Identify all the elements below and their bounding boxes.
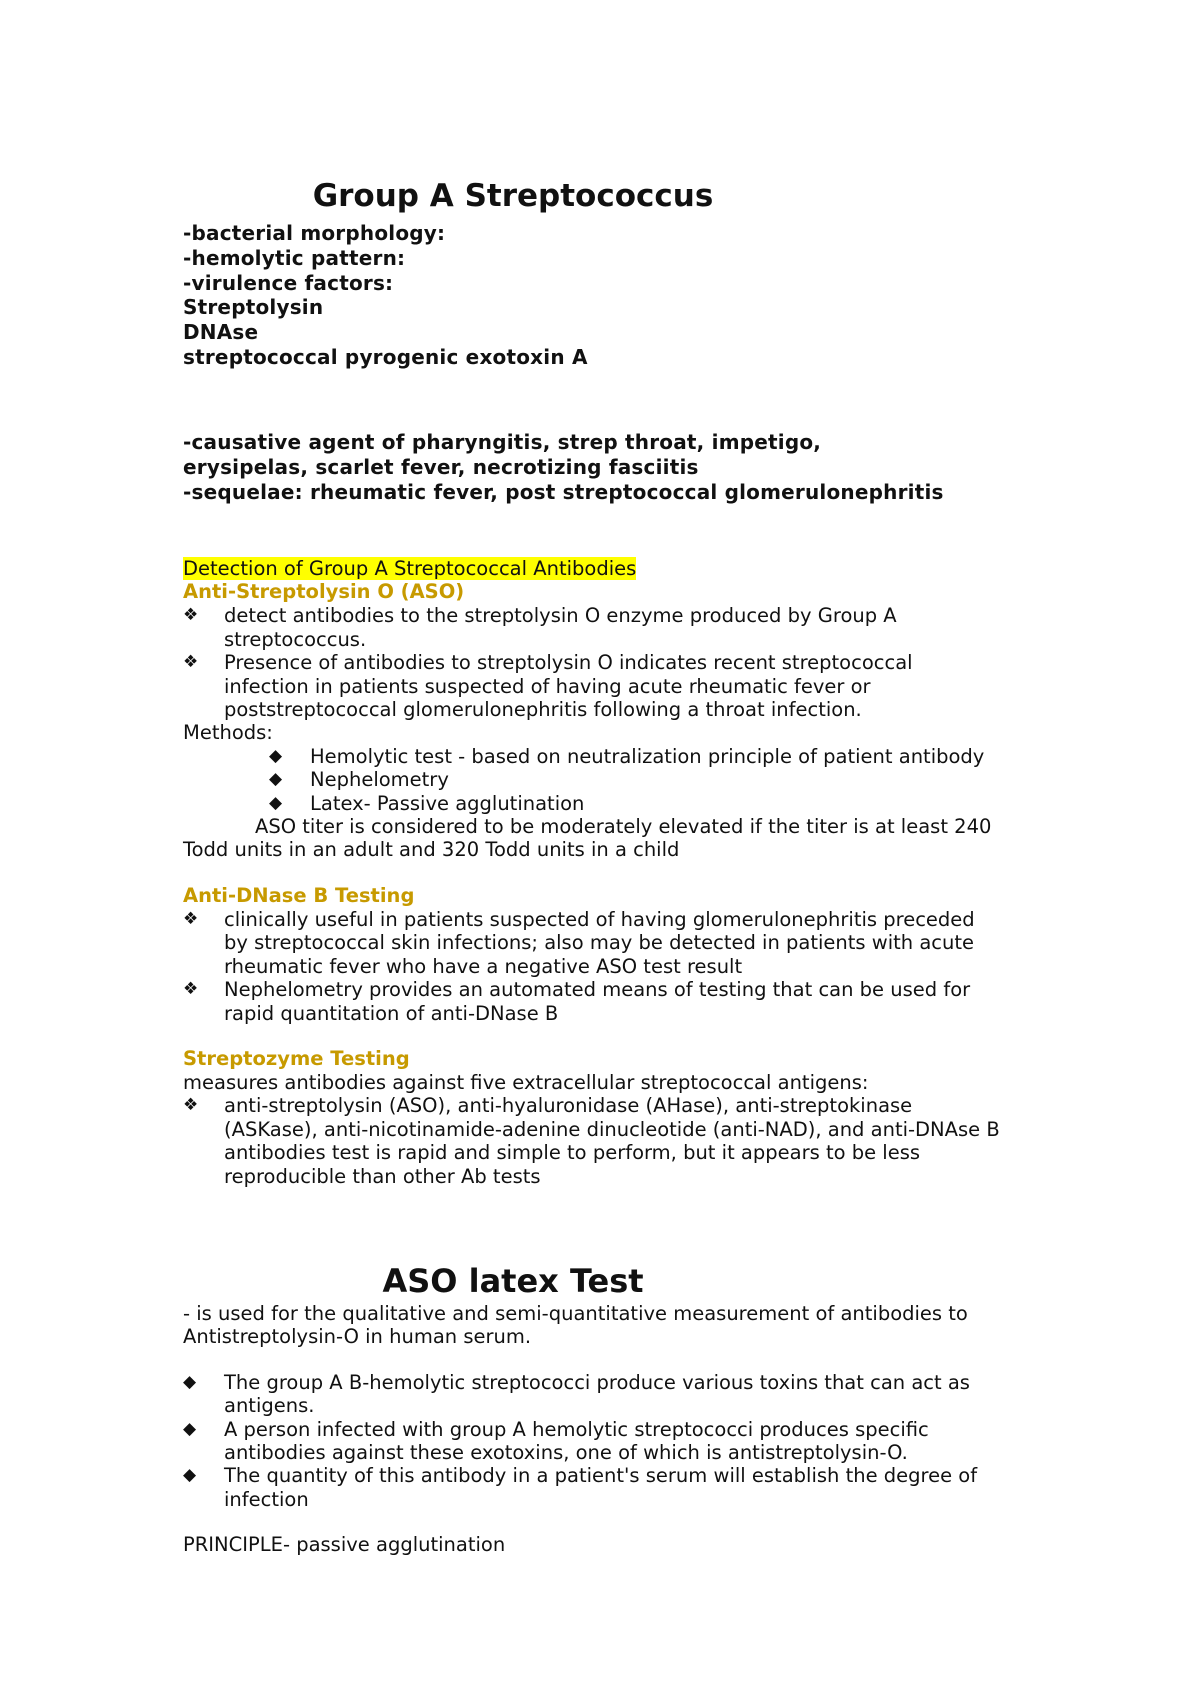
intro-line: -bacterial morphology: [183,221,446,245]
list-item: ❖ Presence of antibodies to streptolysin O indicates recent streptococcal infection in patients suspected of having acute rheumatic fever or poststreptococcal glomerulonephritis following a throat infection. [183,651,913,722]
solid-diamond-icon: ◆ [183,1418,197,1439]
principle-line: PRINCIPLE- passive agglutination [183,1533,506,1557]
list-item: ❖ detect antibodies to the streptolysin O enzyme produced by Group A streptococcus. [183,604,897,651]
streptozyme-heading: Streptozyme Testing [183,1046,410,1070]
detection-section [183,557,1023,1188]
aso-latex-bullets [183,1371,1003,1511]
detection-heading: Detection of Group A Streptococcal Antibodies [183,557,637,580]
list-item: ◆ Hemolytic test - based on neutralization principle of patient antibody [269,744,985,768]
intro-line: -virulence factors: [183,270,394,295]
section-title: ASO latex Test [382,1262,644,1300]
methods-list [183,745,1023,815]
aso-latex-section [183,1302,1023,1557]
dnase-bullets [183,908,1003,1025]
intro-line: -hemolytic pattern: [183,245,406,270]
intro-line: streptococcal pyrogenic exotoxin A [183,344,588,369]
list-item: ❖ anti-streptolysin (ASO), anti-hyaluronidase (AHase), anti-streptokinase (ASKase), anti-nicotinamide-adenine dinucleotide (anti-NAD), and anti-DNAse B antibodies test is rapid and simple to perform, but it appears to be less reproducible than other Ab tests [183,1094,1000,1188]
aso-heading: Anti-Streptolysin O (ASO) [183,580,465,604]
diamond-star-icon: ❖ [183,652,199,673]
solid-diamond-icon: ◆ [269,792,283,813]
page-title: Group A Streptococcus [312,178,714,214]
list-item: ◆ Latex- Passive agglutination [269,791,585,815]
aso-latex-lead: - is used for the qualitative and semi-quantitative measurement of antibodies to Antistreptolysin-O in human serum. [183,1302,968,1349]
solid-diamond-icon: ◆ [183,1465,197,1486]
intro-line: -sequelae: rheumatic fever, post streptococcal glomerulonephritis [183,479,944,504]
diamond-star-icon: ❖ [183,908,199,929]
aso-bullets [183,604,943,721]
list-item: ❖ Nephelometry provides an automated means of testing that can be used for rapid quantitation of anti-DNase B [183,978,971,1025]
list-item: ❖ clinically useful in patients suspected of having glomerulonephritis preceded by streptococcal skin infections; also may be detected in patients with acute rheumatic fever who have a negative ASO test result [183,907,975,978]
list-item: ◆ Nephelometry [269,768,449,792]
diamond-star-icon: ❖ [183,605,199,626]
intro-line: Streptolysin [183,295,324,320]
solid-diamond-icon: ◆ [183,1371,197,1392]
list-item: ◆ The quantity of this antibody in a patient's serum will establish the degree of infection [183,1464,978,1511]
list-item: ◆ The group A B-hemolytic streptococci produce various toxins that can act as antigens. [183,1370,970,1418]
streptozyme-lead: measures antibodies against five extracellular streptococcal antigens: [183,1070,869,1094]
dnase-heading: Anti-DNase B Testing [183,883,415,907]
intro-line: -causative agent of pharyngitis, strep throat, impetigo, [183,430,822,454]
diamond-star-icon: ❖ [183,1095,199,1116]
list-item: ◆ A person infected with group A hemolytic streptococci produces specific antibodies against these exotoxins, one of which is antistreptolysin-O. [183,1417,929,1465]
intro-block [183,221,588,370]
titer-note: ASO titer is considered to be moderately elevated if the titer is at least 240 Todd units in an adult and 320 Todd units in a child [183,815,992,862]
intro-block-2 [183,430,944,504]
methods-label: Methods: [183,721,273,745]
solid-diamond-icon: ◆ [269,769,283,790]
intro-line: DNAse [183,320,259,345]
intro-line: erysipelas, scarlet fever, necrotizing fasciitis [183,454,699,479]
streptozyme-bullets [183,1094,1003,1188]
solid-diamond-icon: ◆ [269,745,283,766]
diamond-star-icon: ❖ [183,979,199,1000]
